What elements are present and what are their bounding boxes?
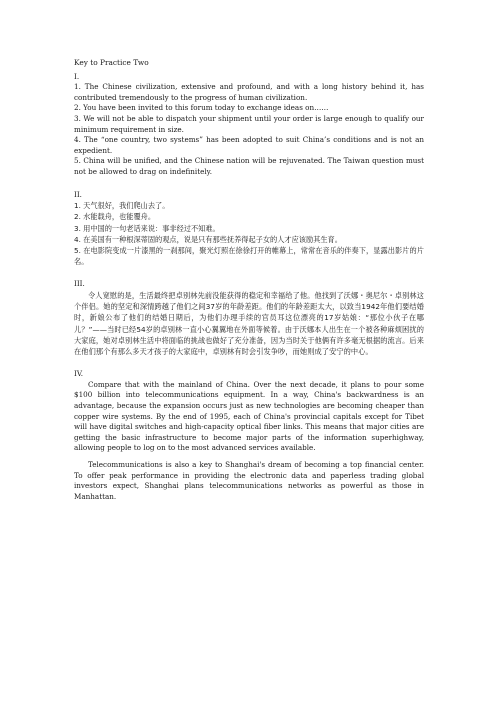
- section-1-heading: I.: [74, 71, 80, 81]
- section-2-list: [74, 200, 424, 267]
- section-1-item: 5. China will be unified, and the Chinese nation will be rejuvenated. The Taiwan question must not be allowed to drag on indefinitely.: [74, 156, 424, 176]
- document-body: [74, 58, 424, 502]
- section-4-paragraph: Compare that with the mainland of China. Over the next decade, it plans to pour some $100 billion into telecommunications equipment. In a way, China's backwardness is an advantage, because the expansion occurs just as new technologies are becoming cheaper than copper wire systems. By the end of 1995, each of China's provincial capitals except for Tibet will have digital switches and high-capacity optical fiber links. This means that major cities are getting the basic infrastructure to become major parts of the information superhighway, allowing people to log on to the most advanced services available.: [74, 379, 424, 453]
- section-1-item: 1. The Chinese civilization, extensive and profound, and with a long history behind it, has contributed tremendously to the progress of human civilization.: [74, 82, 424, 102]
- section-2-item: 1. 天气很好，我们爬山去了。: [74, 201, 170, 211]
- section-1-item: 3. We will not be able to dispatch your shipment until your order is large enough to qualify our minimum requirement in size.: [74, 113, 424, 134]
- section-4-paragraph: Telecommunications is also a key to Shanghai's dream of becoming a top financial center. To offer peak performance in providing the electronic data and paperless trading global investors expect, Shanghai plans telecommunications networks as powerful as those in Manhattan.: [74, 459, 424, 501]
- section-2-item: 3. 用中国的一句老话来说：事非经过不知难。: [74, 223, 220, 233]
- section-2-item: 5. 在电影院变成一片漆黑的一刹那间，聚光灯照在徐徐打开的帷幕上，常常在音乐的伴奏下，显露出影片的片名。: [74, 245, 424, 267]
- section-2-heading: II.: [74, 189, 82, 199]
- section-3-paragraph: 令人宽慰的是，生活最终把卓别林先前没能获得的稳定和幸福给了他。他找到了沃娜・奥尼尔・卓别林这个伴侣。她的坚定和深情跨越了他们之间37岁的年龄差距。他们的年龄差距太大，以致当1942年他们要结婚时，新娘公布了他们的结婚日期后，为他们办理手续的官员耳这位漂亮的17岁姑娘：“那位小伙子在哪儿？”——当时已经54岁的卓别林一直小心翼翼地在外面等候着。由于沃娜本人出生在一个被各种麻烦困扰的大家庭，她对卓别林生活中将面临的挑战也做好了充分准备，因为当时关于他俩有许多毫无根据的流言。后来在他们那个有那么多天才孩子的大家庭中，卓别林有时会引发争吵，而她则成了安宁的中心。: [74, 290, 424, 356]
- section-4-heading: IV.: [74, 369, 84, 379]
- section-1-item: 4. The “one country, two systems” has been adopted to suit China’s conditions and is not an expedient.: [74, 135, 424, 155]
- section-1-item: 2. You have been invited to this forum today to exchange ideas on……: [74, 103, 329, 113]
- page-title: Key to Practice Two: [74, 58, 149, 67]
- section-3-heading: III.: [74, 279, 85, 289]
- section-1-list: [74, 82, 424, 177]
- section-2-item: 2. 水能载舟，也能覆舟。: [74, 212, 156, 222]
- section-2-item: 4. 在美国有一种根深蒂固的观点，说是只有那些抚养得起子女的人才应该励其生育。: [74, 234, 342, 244]
